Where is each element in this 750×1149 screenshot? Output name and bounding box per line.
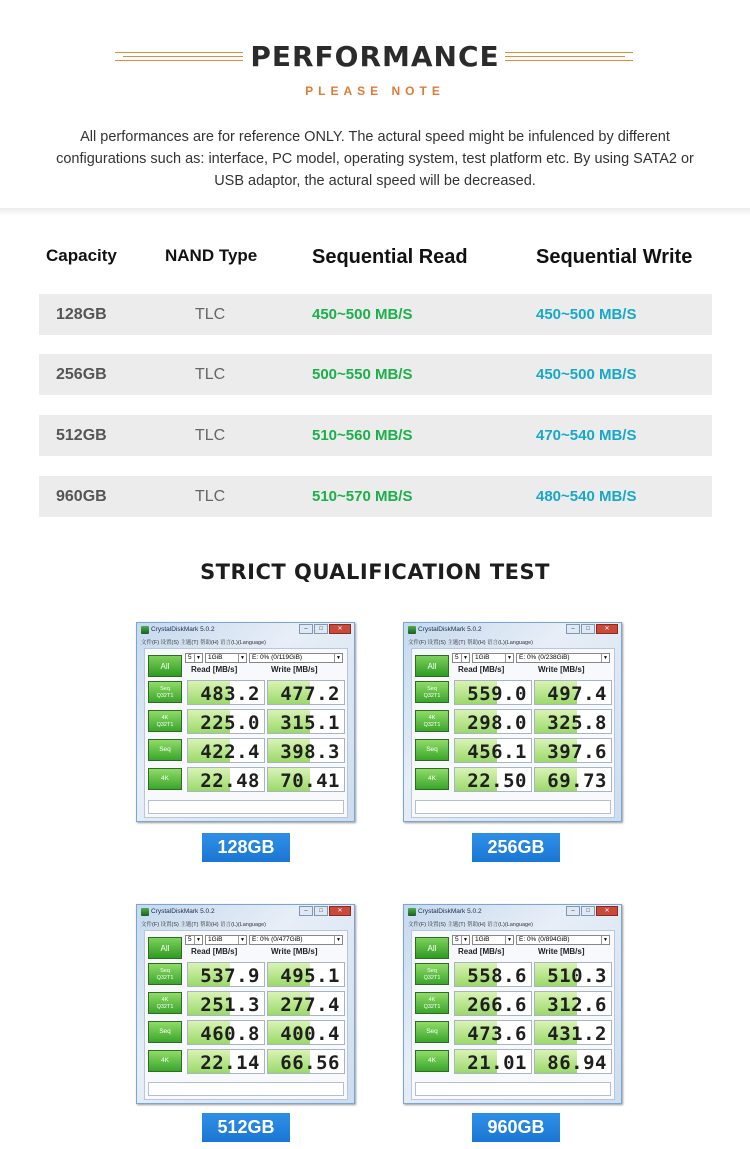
read-result — [187, 991, 265, 1016]
capacity-tag: 128GB — [202, 833, 290, 862]
read-result — [187, 680, 265, 705]
close-icon[interactable]: ✕ — [596, 624, 618, 634]
write-result — [267, 738, 345, 763]
page-subtitle: PLEASE NOTE — [305, 84, 445, 98]
window-menubar[interactable]: 文件(F) 设置(S) 主题(T) 帮助(H) 语言(L)(Language) — [141, 922, 266, 928]
write-result — [267, 962, 345, 987]
table-row — [39, 415, 712, 456]
row-nand: TLC — [195, 306, 226, 323]
read-result — [454, 991, 532, 1016]
write-value: 495.1 — [280, 965, 340, 987]
read-value: 460.8 — [200, 1023, 260, 1045]
read-value: 225.0 — [200, 712, 260, 734]
row-capacity: 256GB — [56, 366, 107, 383]
write-value: 400.4 — [280, 1023, 340, 1045]
write-result — [534, 738, 612, 763]
performance-note: All performances are for reference ONLY. The actural speed might be infulenced by different configurations such as: interface, PC model, operating system, test platform etc. By using SATA2 or USB adaptor, the actural speed will be decreased. — [56, 129, 694, 189]
row-read-speed: 450~500 MB/S — [312, 306, 413, 323]
close-icon[interactable]: ✕ — [329, 906, 351, 916]
write-value: 277.4 — [280, 994, 340, 1016]
test-button[interactable]: 4K Q32T1 — [148, 992, 182, 1014]
benchmark-panel — [144, 648, 348, 818]
maximize-icon[interactable]: □ — [314, 624, 328, 634]
row-read-speed: 500~550 MB/S — [312, 366, 413, 383]
read-result — [187, 738, 265, 763]
write-result — [534, 962, 612, 987]
write-result — [534, 767, 612, 792]
row-capacity: 512GB — [56, 427, 107, 444]
benchmark-panel — [411, 648, 615, 818]
test-size-select[interactable]: 1GiB ▼ — [472, 653, 514, 663]
test-button[interactable]: Seq Q32T1 — [148, 681, 182, 703]
row-write-speed: 470~540 MB/S — [536, 427, 637, 444]
read-column-header: Read [MB/s] — [191, 947, 238, 956]
row-nand: TLC — [195, 488, 226, 505]
read-result — [187, 1049, 265, 1074]
read-value: 266.6 — [467, 994, 527, 1016]
read-result — [187, 709, 265, 734]
read-column-header: Read [MB/s] — [191, 665, 238, 674]
close-icon[interactable]: ✕ — [596, 906, 618, 916]
crystaldiskmark-window — [136, 904, 355, 1104]
crystaldiskmark-window — [403, 904, 622, 1104]
write-result — [267, 680, 345, 705]
read-value: 456.1 — [467, 741, 527, 763]
write-column-header: Write [MB/s] — [538, 665, 585, 674]
write-value: 477.2 — [280, 683, 340, 705]
test-button[interactable]: Seq Q32T1 — [415, 681, 449, 703]
write-result — [534, 1049, 612, 1074]
all-button[interactable]: All — [148, 937, 182, 959]
row-nand: TLC — [195, 427, 226, 444]
window-menubar[interactable]: 文件(F) 设置(S) 主题(T) 帮助(H) 语言(L)(Language) — [408, 640, 533, 646]
write-column-header: Write [MB/s] — [271, 665, 318, 674]
test-count-select[interactable]: 5 ▼ — [452, 653, 470, 663]
test-count-select[interactable]: 5 ▼ — [185, 935, 203, 945]
write-value: 70.41 — [280, 770, 340, 792]
header-nand-type: NAND Type — [165, 246, 258, 265]
write-result — [534, 1020, 612, 1045]
write-result — [267, 709, 345, 734]
read-value: 483.2 — [200, 683, 260, 705]
drive-select[interactable]: E: 0% (0/477GiB) ▼ — [249, 935, 343, 945]
row-capacity: 960GB — [56, 488, 107, 505]
write-value: 66.56 — [280, 1052, 340, 1074]
read-value: 559.0 — [467, 683, 527, 705]
read-result — [454, 767, 532, 792]
read-value: 22.14 — [200, 1052, 260, 1074]
crystal-disk-icon — [408, 908, 416, 916]
close-icon[interactable]: ✕ — [329, 624, 351, 634]
test-button[interactable]: Seq Q32T1 — [148, 963, 182, 985]
write-result — [267, 767, 345, 792]
test-button[interactable]: Seq — [415, 1021, 449, 1043]
read-result — [454, 1049, 532, 1074]
window-title: CrystalDiskMark 5.0.2 — [418, 626, 482, 633]
write-value: 510.3 — [547, 965, 607, 987]
write-value: 325.8 — [547, 712, 607, 734]
window-title: CrystalDiskMark 5.0.2 — [418, 908, 482, 915]
read-value: 21.01 — [467, 1052, 527, 1074]
write-value: 312.6 — [547, 994, 607, 1016]
test-button[interactable]: Seq — [148, 739, 182, 761]
comment-field[interactable] — [148, 800, 344, 814]
write-result — [534, 680, 612, 705]
test-button[interactable]: 4K Q32T1 — [415, 992, 449, 1014]
write-value: 86.94 — [547, 1052, 607, 1074]
write-column-header: Write [MB/s] — [538, 947, 585, 956]
test-button[interactable]: 4K Q32T1 — [415, 710, 449, 732]
write-value: 315.1 — [280, 712, 340, 734]
read-value: 473.6 — [467, 1023, 527, 1045]
table-row — [39, 294, 712, 335]
write-result — [534, 709, 612, 734]
write-result — [267, 1020, 345, 1045]
minimize-icon[interactable]: – — [566, 624, 580, 634]
benchmark-panel — [411, 930, 615, 1100]
window-titlebar — [404, 905, 621, 919]
comment-field[interactable] — [415, 800, 611, 814]
drive-select[interactable]: E: 0% (0/119GiB) ▼ — [249, 653, 343, 663]
write-value: 397.6 — [547, 741, 607, 763]
maximize-icon[interactable]: □ — [581, 624, 595, 634]
all-button[interactable]: All — [415, 655, 449, 677]
window-menubar[interactable]: 文件(F) 设置(S) 主题(T) 帮助(H) 语言(L)(Language) — [141, 640, 266, 646]
crystaldiskmark-window — [403, 622, 622, 822]
row-read-speed: 510~570 MB/S — [312, 488, 413, 505]
minimize-icon[interactable]: – — [566, 906, 580, 916]
crystal-disk-icon — [141, 626, 149, 634]
read-result — [454, 709, 532, 734]
row-write-speed: 480~540 MB/S — [536, 488, 637, 505]
minimize-icon[interactable]: – — [299, 624, 313, 634]
capacity-tag: 512GB — [202, 1113, 290, 1142]
test-button[interactable]: 4K — [415, 1050, 449, 1072]
read-value: 22.48 — [200, 770, 260, 792]
window-titlebar — [137, 905, 354, 919]
test-button[interactable]: Seq Q32T1 — [415, 963, 449, 985]
test-button[interactable]: 4K Q32T1 — [148, 710, 182, 732]
read-value: 422.4 — [200, 741, 260, 763]
write-column-header: Write [MB/s] — [271, 947, 318, 956]
read-result — [454, 680, 532, 705]
test-button[interactable]: 4K — [148, 768, 182, 790]
read-result — [454, 962, 532, 987]
read-value: 22.50 — [467, 770, 527, 792]
read-result — [187, 767, 265, 792]
read-column-header: Read [MB/s] — [458, 947, 505, 956]
test-size-select[interactable]: 1GiB ▼ — [205, 935, 247, 945]
read-result — [187, 962, 265, 987]
window-titlebar — [137, 623, 354, 637]
window-titlebar — [404, 623, 621, 637]
benchmark-panel — [144, 930, 348, 1100]
read-column-header: Read [MB/s] — [458, 665, 505, 674]
test-button[interactable]: 4K — [148, 1050, 182, 1072]
header-capacity: Capacity — [46, 246, 117, 265]
title-decoration-right — [505, 48, 633, 68]
capacity-tag: 960GB — [472, 1113, 560, 1142]
crystal-disk-icon — [408, 626, 416, 634]
comment-field[interactable] — [148, 1082, 344, 1096]
read-value: 298.0 — [467, 712, 527, 734]
row-capacity: 128GB — [56, 306, 107, 323]
maximize-icon[interactable]: □ — [581, 906, 595, 916]
write-result — [267, 1049, 345, 1074]
test-button[interactable]: 4K — [415, 768, 449, 790]
row-nand: TLC — [195, 366, 226, 383]
row-read-speed: 510~560 MB/S — [312, 427, 413, 444]
capacity-tag: 256GB — [472, 833, 560, 862]
test-button[interactable]: Seq — [148, 1021, 182, 1043]
read-result — [454, 1020, 532, 1045]
qualification-title: STRICT QUALIFICATION TEST — [200, 560, 550, 584]
maximize-icon[interactable]: □ — [314, 906, 328, 916]
read-value: 558.6 — [467, 965, 527, 987]
table-row — [39, 476, 712, 517]
crystal-disk-icon — [141, 908, 149, 916]
header-sequential-read: Sequential Read — [312, 246, 468, 268]
write-value: 497.4 — [547, 683, 607, 705]
read-result — [187, 1020, 265, 1045]
all-button[interactable]: All — [415, 937, 449, 959]
write-result — [267, 991, 345, 1016]
window-title: CrystalDiskMark 5.0.2 — [151, 626, 215, 633]
write-value: 69.73 — [547, 770, 607, 792]
table-row — [39, 354, 712, 395]
comment-field[interactable] — [415, 1082, 611, 1096]
read-result — [454, 738, 532, 763]
crystaldiskmark-window — [136, 622, 355, 822]
drive-select[interactable]: E: 0% (0/894GiB) ▼ — [516, 935, 610, 945]
test-button[interactable]: Seq — [415, 739, 449, 761]
page-title: PERFORMANCE — [250, 40, 500, 73]
row-write-speed: 450~500 MB/S — [536, 366, 637, 383]
test-size-select[interactable]: 1GiB ▼ — [205, 653, 247, 663]
all-button[interactable]: All — [148, 655, 182, 677]
performance-header — [0, 0, 750, 210]
test-count-select[interactable]: 5 ▼ — [452, 935, 470, 945]
read-value: 251.3 — [200, 994, 260, 1016]
test-size-select[interactable]: 1GiB ▼ — [472, 935, 514, 945]
minimize-icon[interactable]: – — [299, 906, 313, 916]
row-write-speed: 450~500 MB/S — [536, 306, 637, 323]
header-divider — [0, 208, 750, 216]
window-menubar[interactable]: 文件(F) 设置(S) 主题(T) 帮助(H) 语言(L)(Language) — [408, 922, 533, 928]
write-value: 431.2 — [547, 1023, 607, 1045]
read-value: 537.9 — [200, 965, 260, 987]
window-title: CrystalDiskMark 5.0.2 — [151, 908, 215, 915]
write-result — [534, 991, 612, 1016]
test-count-select[interactable]: 5 ▼ — [185, 653, 203, 663]
header-sequential-write: Sequential Write — [536, 246, 693, 268]
write-value: 398.3 — [280, 741, 340, 763]
drive-select[interactable]: E: 0% (0/238GiB) ▼ — [516, 653, 610, 663]
